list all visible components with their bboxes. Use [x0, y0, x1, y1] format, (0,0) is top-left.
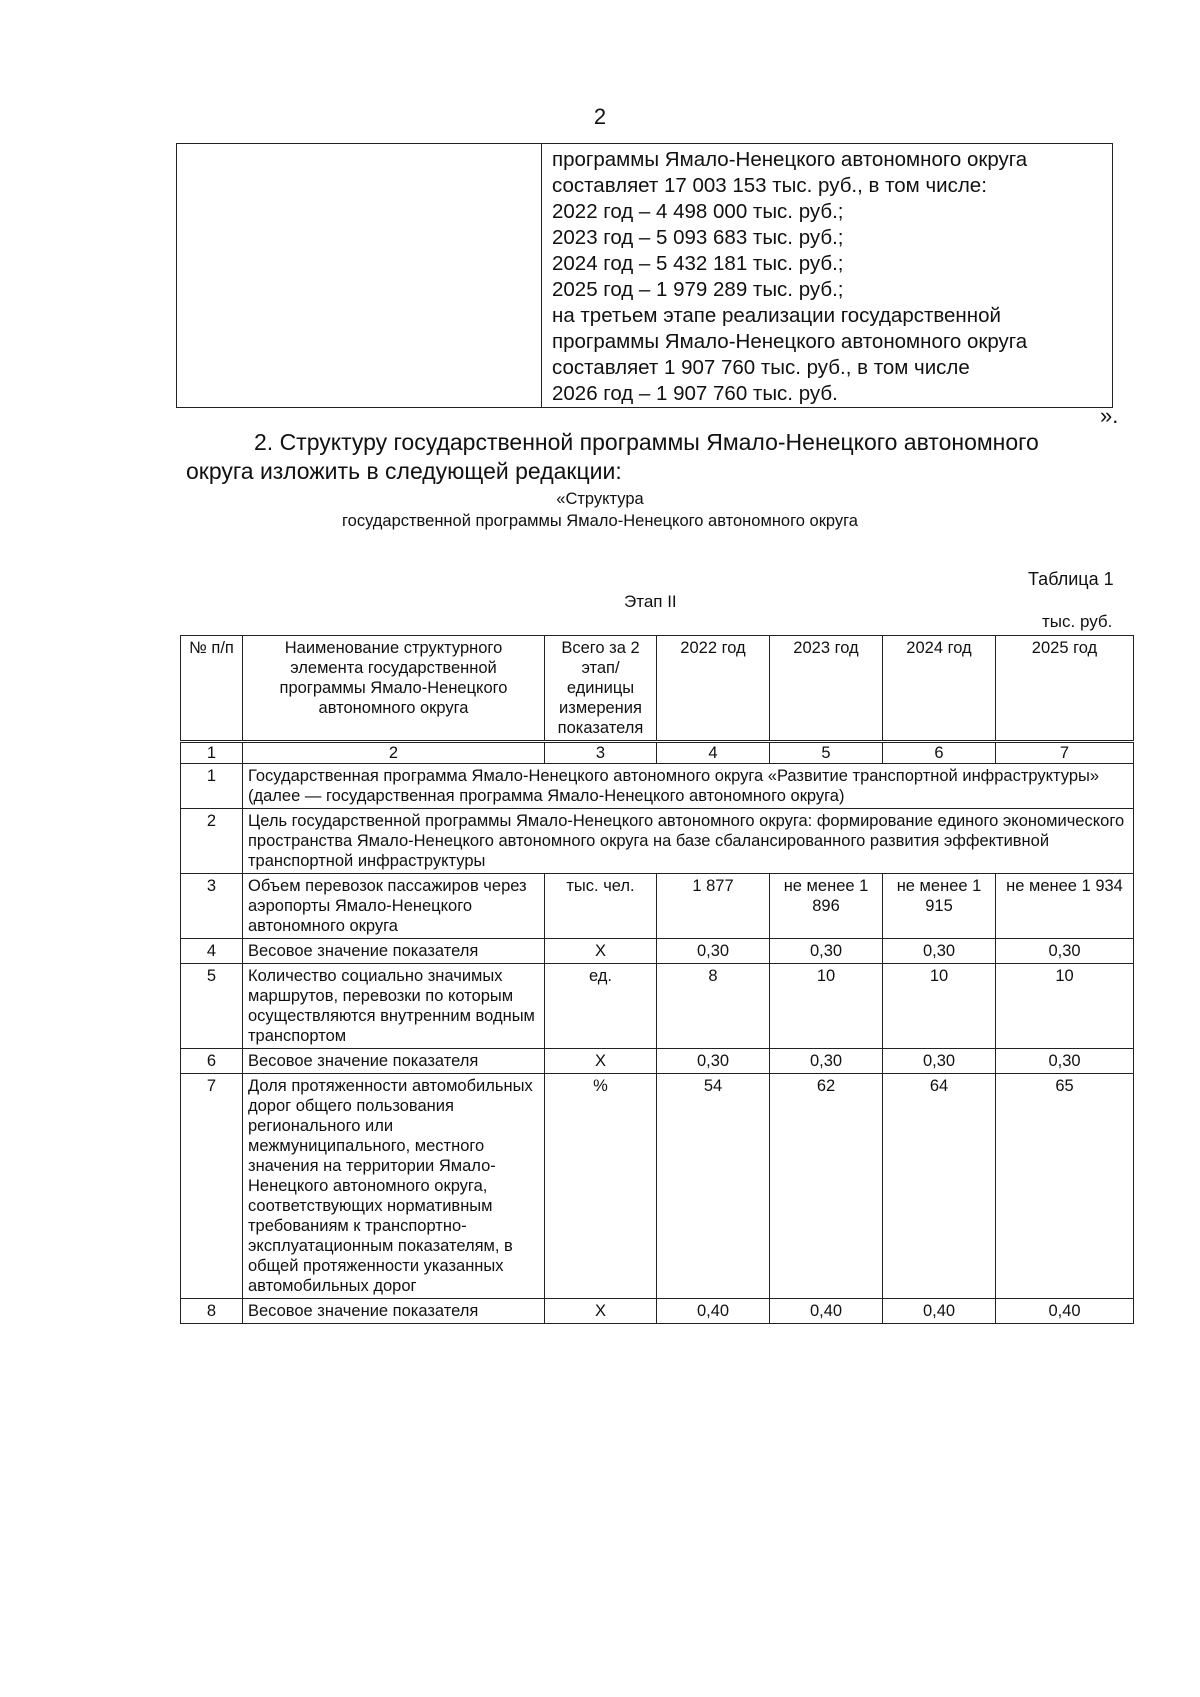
column-number: 1 [181, 742, 243, 764]
indicator-name: Количество социально значимых маршрутов, перевозки по которым осуществляются внутренним водным транспортом [243, 964, 545, 1049]
table-row [181, 964, 1134, 1049]
structure-table [180, 635, 1134, 1324]
value-2022: 1 877 [657, 874, 770, 939]
indicator-name: Доля протяженности автомобильных дорог общего пользования регионального или межмуниципального, местного значения на территории Ямало-Ненецкого автономного округа, соответствующих нормативным требованиям к транспортно-эксплуатационным показателям, в общей протяженности указанных автомобильных дорог [243, 1074, 545, 1299]
row-number: 2 [181, 809, 243, 874]
funding-line: программы Ямало-Ненецкого автономного округа [552, 148, 1028, 171]
funding-line: 2026 год – 1 907 760 тыс. руб. [552, 382, 838, 405]
value-2025: 10 [996, 964, 1134, 1049]
structure-title-line: государственной программы Ямало-Ненецкого автономного округа [341, 512, 858, 530]
funding-line: 2025 год – 1 979 289 тыс. руб.; [552, 278, 844, 301]
value-2023: 62 [770, 1074, 883, 1299]
column-number: 5 [770, 742, 883, 764]
row-number: 7 [181, 1074, 243, 1299]
table-row [181, 1299, 1134, 1324]
funding-line: 2024 год – 5 432 181 тыс. руб.; [552, 252, 844, 275]
value-2025: 65 [996, 1074, 1134, 1299]
value-2025: не менее 1 934 [996, 874, 1134, 939]
funding-text-cell [542, 144, 1113, 408]
indicator-name: Объем перевозок пассажиров через аэропорты Ямало-Ненецкого автономного округа [243, 874, 545, 939]
row-number: 5 [181, 964, 243, 1049]
indicator-unit: % [545, 1074, 657, 1299]
page-number: 2 [593, 104, 607, 129]
row-number: 6 [181, 1049, 243, 1074]
funding-line: программы Ямало-Ненецкого автономного округа [552, 330, 1028, 353]
structure-title-line: «Структура [556, 490, 644, 508]
value-2024: 64 [883, 1074, 996, 1299]
value-2025: 0,30 [996, 939, 1134, 964]
funding-line: составляет 17 003 153 тыс. руб., в том числе: [552, 174, 987, 197]
indicator-unit: Х [545, 1049, 657, 1074]
value-2023: 0,30 [770, 939, 883, 964]
header-number: № п/п [181, 636, 243, 742]
value-2023: 0,30 [770, 1049, 883, 1074]
indicator-unit: Х [545, 939, 657, 964]
paragraph-line: 2. Структуру государственной программы Ямало-Ненецкого автономного [254, 429, 1039, 455]
header-2024: 2024 год [883, 636, 996, 742]
header-2023: 2023 год [770, 636, 883, 742]
value-2024: 0,30 [883, 939, 996, 964]
value-2024: 10 [883, 964, 996, 1049]
value-2023: 0,40 [770, 1299, 883, 1324]
structure-title [0, 488, 1200, 532]
program-goal-cell: Цель государственной программы Ямало-Ненецкого автономного округа: формирование единого экономического пространства Ямало-Ненецкого автономного округа на базе сбалансированного развития эффективной транспортной инфраструктуры [243, 809, 1134, 874]
table-row [181, 874, 1134, 939]
header-2022: 2022 год [657, 636, 770, 742]
header-name: Наименование структурного элемента государственной программы Ямало-Ненецкого автономного округа [243, 636, 545, 742]
indicator-name: Весовое значение показателя [243, 1049, 545, 1074]
indicator-name: Весовое значение показателя [243, 939, 545, 964]
indicator-name: Весовое значение показателя [243, 1299, 545, 1324]
column-number: 7 [996, 742, 1134, 764]
closing-quote: ». [1100, 403, 1119, 428]
row-number: 1 [181, 764, 243, 809]
funding-line: 2022 год – 4 498 000 тыс. руб.; [552, 200, 844, 223]
value-2022: 8 [657, 964, 770, 1049]
table-row [181, 939, 1134, 964]
value-2024: не менее 1 915 [883, 874, 996, 939]
column-number: 3 [545, 742, 657, 764]
indicator-unit: тыс. чел. [545, 874, 657, 939]
table-row [181, 809, 1134, 874]
paragraph-line: округа изложить в следующей редакции: [186, 458, 622, 484]
value-2025: 0,40 [996, 1299, 1134, 1324]
value-2022: 0,40 [657, 1299, 770, 1324]
value-2022: 0,30 [657, 1049, 770, 1074]
row-number: 3 [181, 874, 243, 939]
stage-label: Этап II [624, 592, 677, 611]
table-label: Таблица 1 [1028, 569, 1114, 589]
indicator-unit: Х [545, 1299, 657, 1324]
funding-line: составляет 1 907 760 тыс. руб., в том числе [552, 356, 970, 379]
indicator-unit: ед. [545, 964, 657, 1049]
continuation-empty-cell [177, 144, 542, 408]
value-2025: 0,30 [996, 1049, 1134, 1074]
continuation-table [176, 143, 1113, 408]
value-2024: 0,30 [883, 1049, 996, 1074]
table-row [181, 1049, 1134, 1074]
value-2022: 0,30 [657, 939, 770, 964]
program-title-cell: Государственная программа Ямало-Ненецкого автономного округа «Развитие транспортной инфраструктуры» (далее — государственная программа Ямало-Ненецкого автономного округа) [243, 764, 1134, 809]
value-2022: 54 [657, 1074, 770, 1299]
row-number: 8 [181, 1299, 243, 1324]
column-number: 6 [883, 742, 996, 764]
table-row [181, 764, 1134, 809]
column-number: 2 [243, 742, 545, 764]
value-2023: 10 [770, 964, 883, 1049]
header-2025: 2025 год [996, 636, 1134, 742]
header-total: Всего за 2 этап/ единицы измерения показателя [545, 636, 657, 742]
value-2023: не менее 1 896 [770, 874, 883, 939]
unit-label: тыс. руб. [1042, 612, 1113, 631]
value-2024: 0,40 [883, 1299, 996, 1324]
amendment-paragraph [186, 428, 1126, 486]
table-row [181, 1074, 1134, 1299]
row-number: 4 [181, 939, 243, 964]
funding-line: на третьем этапе реализации государственной [552, 304, 1001, 327]
column-number: 4 [657, 742, 770, 764]
funding-line: 2023 год – 5 093 683 тыс. руб.; [552, 226, 844, 249]
